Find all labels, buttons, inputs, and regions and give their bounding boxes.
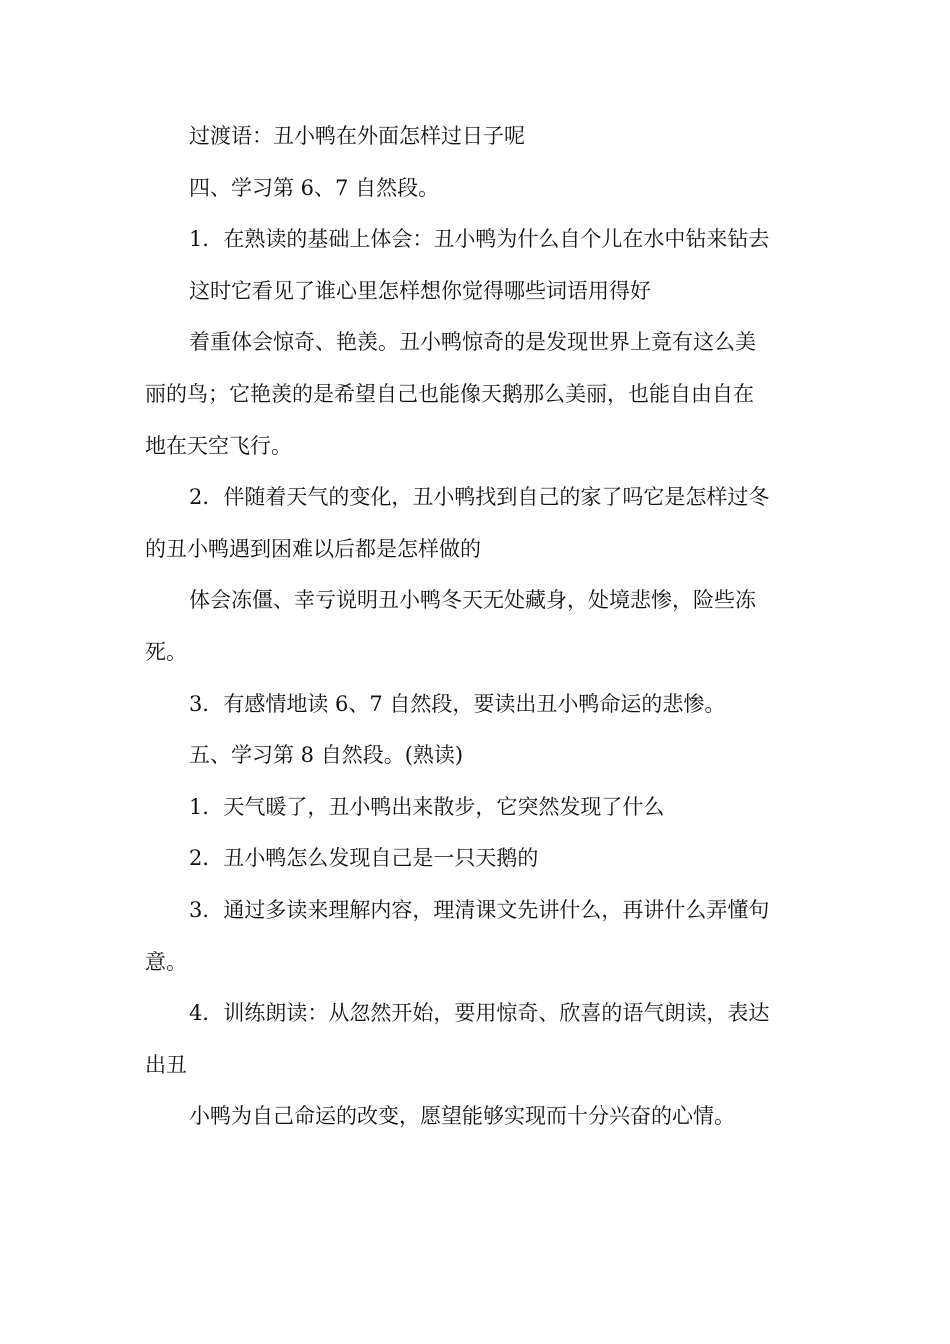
section-heading: 五、学习第 8 自然段。(熟读) <box>189 743 464 768</box>
paragraph-line: 这时它看见了谁心里怎样想你觉得哪些词语用得好 <box>189 278 651 303</box>
paragraph-line: 死。 <box>145 639 187 664</box>
paragraph-line: 1．在熟读的基础上体会：丑小鸭为什么自个儿在水中钻来钻去 <box>189 227 770 252</box>
paragraph-line: 意。 <box>145 949 187 974</box>
document-body <box>145 114 810 1146</box>
paragraph-line: 小鸭为自己命运的改变，愿望能够实现而十分兴奋的心情。 <box>189 1104 735 1129</box>
paragraph-line: 3．有感情地读 6、7 自然段，要读出丑小鸭命运的悲惨。 <box>189 691 726 716</box>
paragraph-line: 着重体会惊奇、艳羡。丑小鸭惊奇的是发现世界上竟有这么美 <box>189 330 756 355</box>
paragraph-line: 丽的鸟；它艳羡的是希望自己也能像天鹅那么美丽，也能自由自在 <box>145 381 754 406</box>
paragraph-line: 地在天空飞行。 <box>145 433 292 458</box>
paragraph-line: 出丑 <box>145 1052 187 1077</box>
paragraph-line: 的丑小鸭遇到困难以后都是怎样做的 <box>145 536 481 561</box>
paragraph-line: 2．伴随着天气的变化，丑小鸭找到自己的家了吗它是怎样过冬 <box>189 485 770 510</box>
paragraph-line: 1．天气暖了，丑小鸭出来散步，它突然发现了什么 <box>189 794 665 819</box>
paragraph-line: 4．训练朗读：从忽然开始，要用惊奇、欣喜的语气朗读，表达 <box>189 1001 770 1026</box>
paragraph-line: 2．丑小鸭怎么发现自己是一只天鹅的 <box>189 846 539 871</box>
paragraph-line: 3．通过多读来理解内容，理清课文先讲什么，再讲什么弄懂句 <box>189 897 770 922</box>
paragraph-line: 体会冻僵、幸亏说明丑小鸭冬天无处藏身，处境悲惨，险些冻 <box>189 588 756 613</box>
paragraph-line: 过渡语：丑小鸭在外面怎样过日子呢 <box>189 124 525 148</box>
section-heading: 四、学习第 6、7 自然段。 <box>189 175 440 200</box>
